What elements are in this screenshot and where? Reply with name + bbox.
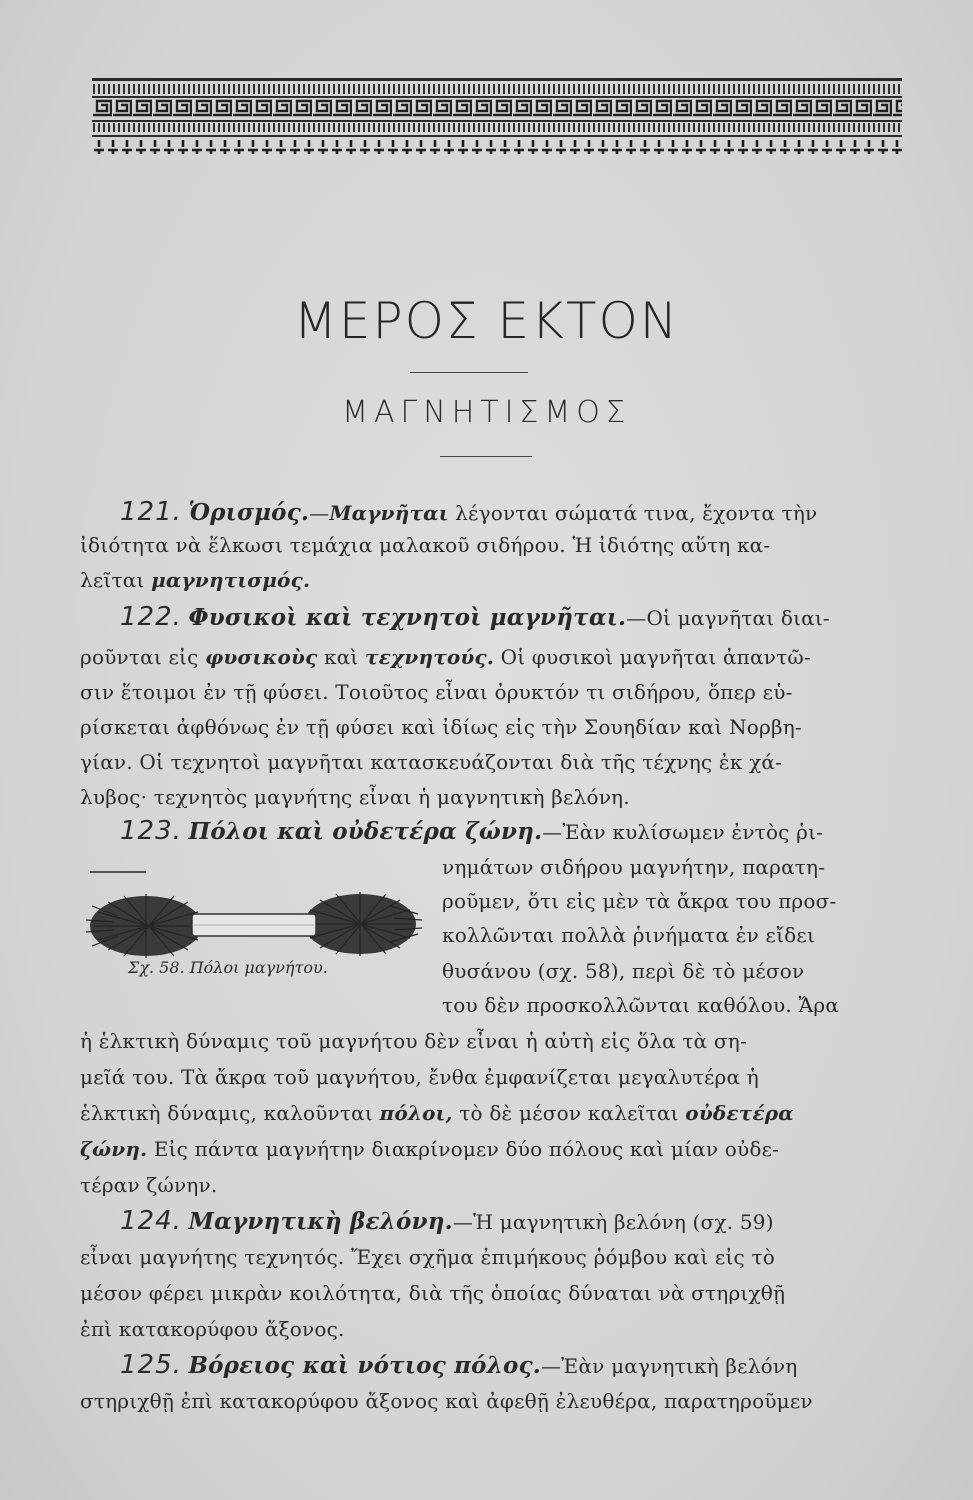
section-number: 123. (120, 816, 182, 846)
section-123-wrap-line-5: του δὲν προσκολλῶνται καθόλου. Ἄρα (442, 993, 840, 1017)
section-125-line-1: 125. Βόρειος καὶ νότιος πόλος.—Ἐὰν μαγνητικὴ βελόνη (120, 1350, 798, 1380)
part-title: ΜΕΡΟΣ ΕΚΤΟΝ (293, 292, 680, 350)
section-123-line-7: ἡ ἑλκτικὴ δύναμις τοῦ μαγνήτου δὲν εἶναι ἡ αὐτὴ εἰς ὅλα τὰ ση- (80, 1029, 747, 1053)
title-divider (410, 372, 528, 373)
section-124-line-1: 124. Μαγνητικὴ βελόνη.—Ἡ μαγνητικὴ βελόνη (σχ. 59) (120, 1206, 774, 1236)
section-123-wrap-line-3: κολλῶνται πολλὰ ῥινήματα ἐν εἴδει (442, 923, 815, 947)
section-123-line-9: ἑλκτικὴ δύναμις, καλοῦνται πόλοι, τὸ δὲ μέσον καλεῖται οὐδετέρα (80, 1101, 794, 1125)
section-125-line-2: στηριχθῇ ἐπὶ κατακορύφου ἄξονος καὶ ἀφεθῇ ἐλευθέρα, παρατηροῦμεν (80, 1389, 813, 1413)
iron-filings-tuft-right (304, 892, 422, 956)
section-121-line-3: λεῖται μαγνητισμός. (80, 568, 311, 592)
section-123-wrap-line-4: θυσάνου (σχ. 58), περὶ δὲ τὸ μέσον (442, 959, 805, 983)
section-heading: Μαγνητικὴ βελόνη. (188, 1208, 453, 1235)
section-122-line-2: ροῦνται εἰς φυσικοὺς καὶ τεχνητούς. Οἱ φυσικοὶ μαγνῆται ἀπαντῶ- (80, 645, 811, 669)
section-heading: Βόρειος καὶ νότιος πόλος. (188, 1352, 541, 1379)
section-123-line-10: ζώνη. Εἰς πάντα μαγνήτην διακρίνομεν δύο πόλους καὶ μίαν οὐδε- (80, 1137, 780, 1161)
section-number: 122. (120, 602, 182, 632)
section-124-line-3: μέσον φέρει μικρὰν κοιλότητα, διὰ τῆς ὁποίας δύναται νὰ στηριχθῇ (80, 1281, 786, 1305)
section-heading: Πόλοι καὶ οὐδετέρα ζώνη. (188, 818, 543, 845)
section-121-line-2: ἰδιότητα νὰ ἕλκωσι τεμάχια μαλακοῦ σιδήρου. Ἡ ἰδιότης αὕτη κα- (80, 533, 771, 557)
section-123-wrap-line-1: νημάτων σιδήρου μαγνήτην, παρατη- (442, 855, 826, 879)
section-122-line-3: σιν ἕτοιμοι ἐν τῇ φύσει. Τοιοῦτος εἶναι ὀρυκτόν τι σιδήρου, ὅπερ εὑ- (80, 680, 793, 704)
greek-key-ornament (92, 78, 902, 158)
section-122-line-5: γίαν. Οἱ τεχνητοὶ μαγνῆται κατασκευάζονται διὰ τῆς τέχνης ἐκ χά- (80, 750, 783, 774)
chapter-divider (440, 456, 532, 457)
section-123-line-11: τέραν ζώνην. (80, 1173, 218, 1197)
figure-caption: Σχ. 58. Πόλοι μαγνήτου. (128, 958, 328, 977)
section-123-line-1: 123. Πόλοι καὶ οὐδετέρα ζώνη.—Ἐὰν κυλίσωμεν ἐντὸς ῥι- (120, 816, 824, 846)
section-123-wrap-line-2: ροῦμεν, ὅτι εἰς μὲν τὰ ἄκρα του προσ- (442, 889, 837, 913)
section-121-line-1: 121. Ὁρισμός.—Μαγνῆται λέγονται σώματά τινα, ἔχοντα τὴν (120, 497, 818, 527)
section-number: 125. (120, 1350, 182, 1380)
section-heading: Ὁρισμός. (188, 499, 310, 526)
section-122-line-4: ρίσκεται ἀφθόνως ἐν τῇ φύσει καὶ ἰδίως εἰς τὴν Σουηδίαν καὶ Νορβη- (80, 715, 802, 739)
section-124-line-2: εἶναι μαγνήτης τεχνητός. Ἔχει σχῆμα ἐπιμήκους ῥόμβου καὶ εἰς τὸ (80, 1245, 775, 1269)
iron-filings-tuft-left (86, 894, 202, 958)
section-122-line-6: λυβος· τεχνητὸς μαγνήτης εἶναι ἡ μαγνητικὴ βελόνη. (80, 785, 630, 809)
section-number: 121. (120, 497, 182, 527)
section-heading: Φυσικοὶ καὶ τεχνητοὶ μαγνῆται. (188, 604, 627, 631)
section-123-line-8: μεῖά του. Τὰ ἄκρα τοῦ μαγνήτου, ἔνθα ἐμφανίζεται μεγαλυτέρα ἡ (80, 1065, 759, 1089)
section-122-line-1: 122. Φυσικοὶ καὶ τεχνητοὶ μαγνῆται.—Οἱ μαγνῆται διαι- (120, 602, 830, 632)
chapter-title: ΜΑΓΝΗΤΙΣΜΟΣ (342, 395, 631, 430)
section-124-line-4: ἐπὶ κατακορύφου ἄξονος. (80, 1317, 345, 1341)
section-number: 124. (120, 1206, 182, 1236)
